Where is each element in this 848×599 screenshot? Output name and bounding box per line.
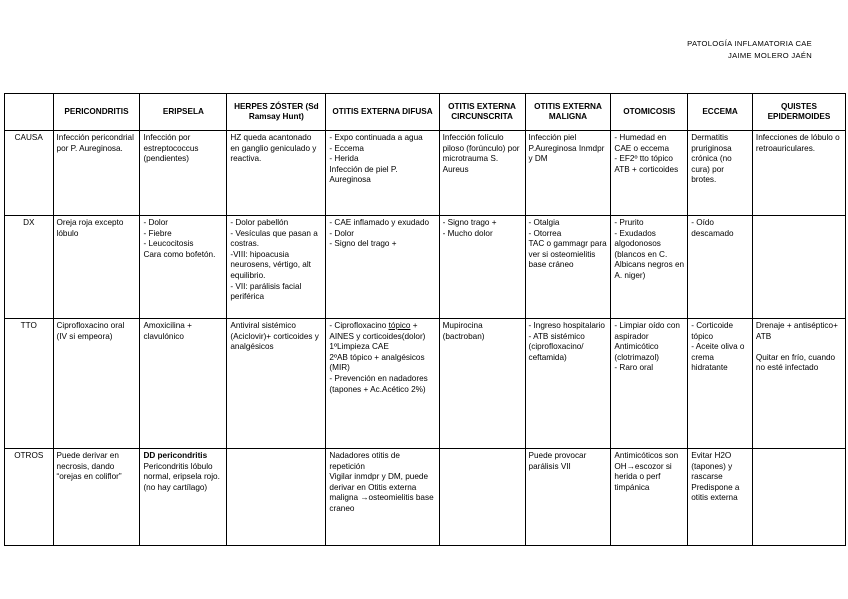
cell-line: Infección por estreptococcus (pendientes): [143, 133, 199, 164]
cell-line: - Raro oral: [614, 363, 654, 373]
cell-line: [756, 342, 842, 353]
cell-line: - Fiebre: [143, 228, 172, 238]
table-cell: [611, 319, 688, 449]
table-cell: [688, 319, 753, 449]
cell-line: -VIII: hipoacusia neurosens, vértigo, alt equilibrio.: [230, 249, 311, 280]
cell-line: - Expo continuada a agua: [329, 133, 423, 142]
cell-line: Antiviral sistémico (Aciclovir)+ corticoides y analgésicos: [230, 321, 319, 352]
cell-line: - Dolor: [143, 218, 169, 227]
table-row: [5, 216, 846, 319]
table-row: [5, 319, 846, 449]
cell-line: Infecciones de lóbulo o retroauriculares.: [755, 133, 840, 153]
table-cell: [227, 449, 326, 546]
table-cell: [227, 216, 326, 319]
cell-line: - Exudados algodonosos (blancos en C. Albicans negros en A. niger): [614, 228, 685, 280]
table-cell: [326, 449, 439, 546]
cell-line: Amoxicilina + clavulónico: [143, 321, 192, 341]
cell-line: - Prevención en nadadores (tapones + Ac.Acético 2%): [329, 373, 428, 394]
table-cell: [439, 131, 525, 216]
table-cell: [611, 449, 688, 546]
row-header: OTROS: [5, 449, 54, 546]
cell-line: Infección folículo piloso (forúnculo) por microtrauma S. Aureus: [442, 133, 520, 174]
cell-line: - ATB sistémico (ciprofloxacino/ ceftamida): [528, 331, 585, 362]
column-header: OTITIS EXTERNA MALIGNA: [525, 94, 611, 131]
cell-line: Oreja roja excepto lóbulo: [56, 218, 124, 238]
cell-line: Puede derivar en necrosis, dando “orejas en coliflor”: [56, 451, 122, 482]
table-cell: [439, 319, 525, 449]
cell-line: 1ºLimpieza CAE: [329, 342, 389, 352]
table-cell: [53, 319, 140, 449]
table-cell: [752, 131, 845, 216]
cell-line: TAC o gammagr para ver si osteomielitis base cráneo: [528, 239, 607, 270]
table-cell: [752, 319, 845, 449]
column-header: HERPES ZÓSTER (Sd Ramsay Hunt): [227, 94, 326, 131]
cell-line: Dermatitis pruriginosa crónica (no cura) por brotes.: [691, 133, 732, 185]
cell-line: - Dolor: [329, 228, 354, 238]
cell-line: Cara como bofetón.: [143, 249, 216, 259]
table-cell: [53, 216, 140, 319]
table-cell: [688, 449, 753, 546]
table-row: [5, 131, 846, 216]
cell-line: - Humedad en CAE o eccema: [614, 133, 670, 153]
cell-line: Infección de piel P. Aureginosa: [329, 164, 398, 185]
column-header: ERIPSELA: [140, 94, 227, 131]
table-cell: [140, 449, 227, 546]
table-cell: [688, 216, 753, 319]
column-header: PERICONDRITIS: [53, 94, 140, 131]
cell-line: Quitar en frío, cuando no esté infectado: [755, 352, 836, 373]
cell-line: - Otalgia: [528, 218, 560, 227]
row-header: CAUSA: [5, 131, 54, 216]
table-cell: [140, 131, 227, 216]
cell-line: - Prurito: [614, 218, 644, 227]
table-cell: [227, 319, 326, 449]
cell-line: 2ºAB tópico + analgésicos (MIR): [329, 352, 425, 373]
cell-line: - Eccema: [329, 143, 364, 153]
document-header: [687, 38, 812, 62]
cell-line: - Aceite oliva o crema hidratante: [691, 342, 745, 373]
cell-line: Infección piel P.Aureginosa Inmdpr y DM: [528, 133, 605, 164]
column-header: OTITIS EXTERNA CIRCUNSCRITA: [439, 94, 525, 131]
cell-line: - Otorrea: [528, 228, 562, 238]
cell-line: - Corticoide tópico: [691, 321, 734, 341]
cell-line: (no hay cartílago): [143, 482, 208, 492]
cell-line: DD pericondritis: [143, 451, 208, 460]
cell-line: Drenaje + antiséptico+ ATB: [755, 321, 838, 341]
table-cell: [525, 319, 611, 449]
table-cell: [53, 449, 140, 546]
cell-line: - Mucho dolor: [442, 228, 493, 238]
cell-line: Puede provocar parálisis VII: [528, 451, 587, 471]
cell-line: - Signo del trago +: [329, 239, 397, 249]
cell-line: - Vesículas que pasan a costras.: [230, 228, 318, 249]
cell-line: - Herida: [329, 154, 359, 164]
cell-line: - VII: parálisis facial periférica: [230, 281, 302, 302]
cell-line: HZ queda acantonado en ganglio geniculado y reactiva.: [230, 133, 317, 164]
cell-line: Antimicóticos son OH→escozor si herida o perf timpánica: [614, 451, 679, 492]
row-header: DX: [5, 216, 54, 319]
corner-cell: [5, 94, 54, 131]
cell-line: - Ciprofloxacino tópico + AINES y corticoides(dolor): [329, 321, 426, 341]
table-cell: [752, 449, 845, 546]
table-cell: [439, 449, 525, 546]
cell-line: Ciprofloxacino oral (IV si empeora): [56, 321, 125, 341]
row-header: TTO: [5, 319, 54, 449]
cell-line: - Leucocitosis: [143, 239, 194, 249]
table-cell: [140, 319, 227, 449]
table-cell: [611, 216, 688, 319]
cell-line: - CAE inflamado y exudado: [329, 218, 430, 227]
table-cell: [688, 131, 753, 216]
column-header: OTITIS EXTERNA DIFUSA: [326, 94, 439, 131]
cell-line: Nadadores otitis de repetición: [329, 451, 400, 471]
cell-line: - Oído descamado: [691, 218, 734, 238]
table-cell: [439, 216, 525, 319]
column-header: QUISTES EPIDERMOIDES: [752, 94, 845, 131]
table-cell: [752, 216, 845, 319]
document-title: PATOLOGÍA INFLAMATORIA CAE: [687, 39, 812, 48]
table-cell: [140, 216, 227, 319]
cell-line: - Ingreso hospitalario: [528, 321, 605, 330]
table-cell: [326, 319, 439, 449]
table-cell: [611, 131, 688, 216]
header-row: [5, 94, 846, 131]
table-cell: [525, 216, 611, 319]
summary-table: [4, 93, 846, 546]
cell-line: - Dolor pabellón: [230, 218, 289, 227]
table-cell: [525, 449, 611, 546]
column-header: ECCEMA: [688, 94, 753, 131]
cell-line: Vigilar inmdpr y DM, puede derivar en Otitis externa maligna →osteomielitis base craneo: [329, 472, 434, 513]
table-row: [5, 449, 846, 546]
cell-line: - Signo trago +: [442, 218, 497, 227]
column-header: OTOMICOSIS: [611, 94, 688, 131]
document-author: JAIME MOLERO JAÉN: [727, 51, 812, 60]
table-cell: [326, 216, 439, 319]
table-cell: [227, 131, 326, 216]
cell-line: - EF2º tto tópico ATB + corticoides: [614, 154, 679, 174]
cell-line: - Limpiar oído con aspirador Antimicótico (clotrimazol): [614, 321, 680, 362]
table-cell: [53, 131, 140, 216]
cell-line: Infección pericondrial por P. Aureginosa.: [56, 133, 134, 153]
cell-line: Evitar H2O (tapones) y rascarse Predispone a otitis externa: [691, 451, 740, 503]
table-cell: [326, 131, 439, 216]
cell-line: Mupirocina (bactroban): [442, 321, 485, 341]
cell-line: Pericondritis lóbulo normal, eripsela rojo.: [143, 461, 220, 482]
table-cell: [525, 131, 611, 216]
